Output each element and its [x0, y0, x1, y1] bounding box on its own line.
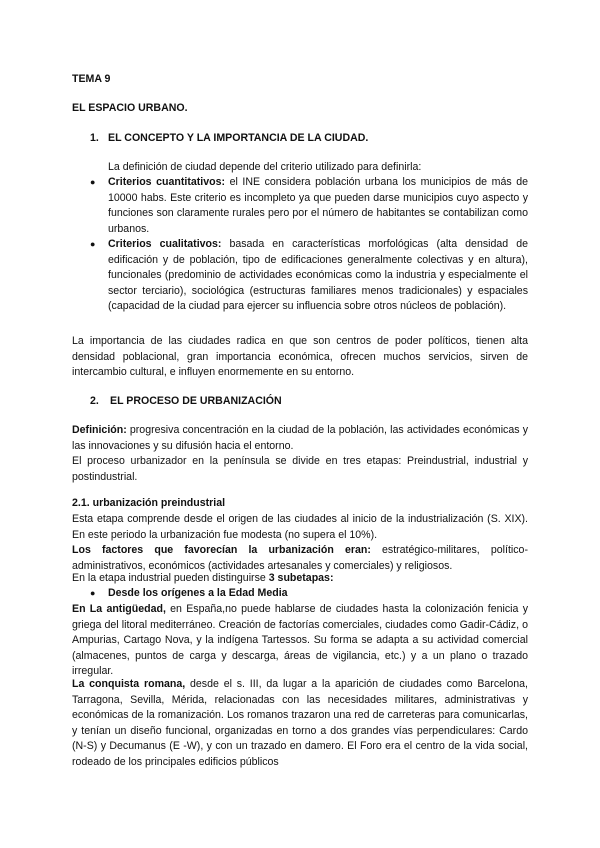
factores-label: Los factores que favorecían la urbanización eran: [72, 544, 371, 556]
importancia-paragraph: La importancia de las ciudades radica en que son centros de poder políticos, tienen alta densidad poblacional, gran importancia económica, ofrecen muchos servicios, sirven de intercambio cultural, e influyen enormemente en su entorno. [72, 335, 528, 379]
criterios-cuantitativos-label: Criterios cuantitativos: [108, 176, 225, 188]
section-1-title: EL CONCEPTO Y LA IMPORTANCIA DE LA CIUDAD. [108, 132, 369, 144]
preindustrial-intro: Esta etapa comprende desde el origen de las ciudades al inicio de la industrialización (S. XIX). En este periodo la urbanización fue modesta (no supera el 10%). [72, 513, 528, 541]
list-item [90, 175, 528, 237]
bullet-icon: ● [90, 177, 96, 187]
criterios-cualitativos-label: Criterios cualitativos: [108, 238, 222, 250]
factores-paragraph [72, 543, 528, 574]
tema-label: TEMA 9 [72, 73, 111, 85]
section-2-number: 2. [90, 395, 99, 407]
subetapas-text: En la etapa industrial pueden distinguirse [72, 572, 269, 584]
definicion-label: Definición: [72, 424, 127, 436]
subetapas-bold: 3 subetapas: [268, 572, 334, 584]
romana-paragraph [72, 677, 528, 771]
subetapas-line [72, 571, 333, 587]
criterios-cualitativos-text: basada en características morfológicas (alta densidad de edificación y de población, tipo de edificaciones generalmente colectivas y en altura), funcionales (predominio de actividades económicas como la industria y especialmente el sector terciario), sociológica (estructuras familiares menos tradicionales) y espaciales (capacidad de la ciudad para ejercer su influencia sobre otros núcleos de población). [108, 238, 528, 313]
criterios-cuantitativos-text: el INE considera población urbana los municipios de más de 10000 habs. Este criterio es incompleto ya que pueden darse municipios cuyo aspecto y funciones son claramente rurales pero por el número de habitantes se contabilizan como urbanos. [108, 176, 528, 235]
section-2-title: EL PROCESO DE URBANIZACIÓN [110, 395, 282, 407]
bullet-text [108, 237, 528, 315]
page-title: EL ESPACIO URBANO. [72, 102, 188, 114]
romana-text: desde el s. III, da lugar a la aparición de ciudades como Barcelona, Tarragona, Sevilla, Mérida, relacionadas con las necesidades militares, administrativas y económicas de la romanización. Los romanos trazaron una red de carreteras para comunicarlas, y tenían un diseño funcional, organizadas en torno a dos grandes vías perpendiculares: Cardo (N-S) y Decumanus (E -W), y con un trazado en damero. El Foro era el centro de la vida social, rodeado de los principales edificios públicos [72, 678, 528, 768]
section-1-intro: La definición de ciudad depende del criterio utilizado para definirla: [108, 161, 422, 173]
antiguedad-paragraph [72, 602, 528, 680]
bullet-icon: ● [90, 588, 96, 598]
romana-label: La conquista romana, [72, 678, 186, 690]
bullet-icon: ● [90, 239, 96, 249]
list-item [90, 586, 528, 602]
subsection-2-1-title: 2.1. urbanización preindustrial [72, 497, 226, 509]
proceso-paragraph: El proceso urbanizador en la península se divide en tres etapas: Preindustrial, industrial y postindustrial. [72, 455, 528, 483]
definicion-text: progresiva concentración en la ciudad de la población, las actividades económicas y las innovaciones y su difusión hacia el entorno. [72, 424, 528, 452]
list-item [90, 237, 528, 315]
factores-text: estratégico-militares, político-administrativos, económicos (actividades artesanales y comerciales) y religiosos. [72, 544, 528, 572]
definicion-paragraph [72, 423, 528, 454]
antiguedad-text: en España,no puede hablarse de ciudades hasta la colonización fenicia y griega del litoral mediterráneo. Creación de factorías comerciales, ciudades como Gadir-Cádiz, o Ampurias, Cartago Nova, y la indígena Tartessos. Su forma se adapta a su actividad comercial (almacenes, puntos de carga y descarga, áreas de vigilancia, etc.) y a un plano o trazado irregular. [72, 603, 528, 678]
bullet-text [108, 175, 528, 237]
antiguedad-label: En La antigüedad, [72, 603, 166, 615]
section-1-number: 1. [90, 132, 99, 144]
edad-media-heading: Desde los orígenes a la Edad Media [108, 587, 288, 599]
